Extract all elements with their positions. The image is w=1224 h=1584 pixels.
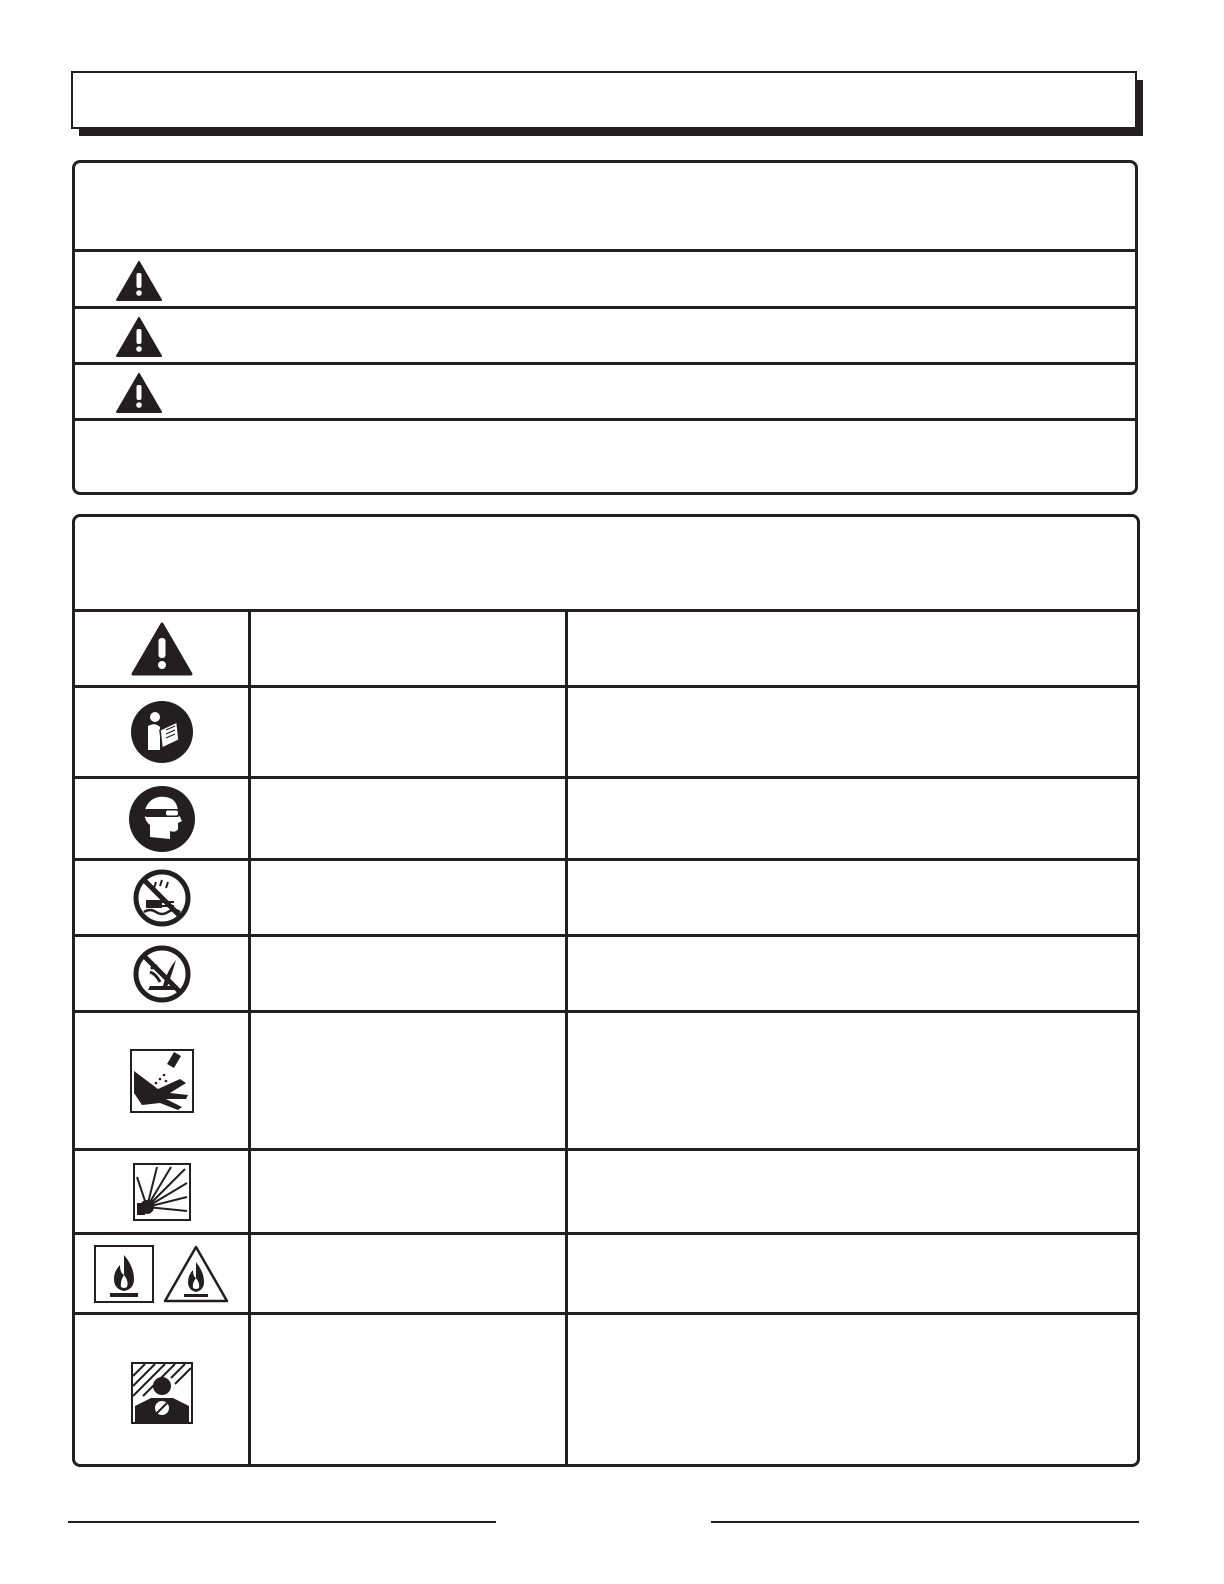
symbols-table-box [72, 514, 1140, 1467]
table-row [75, 1312, 1137, 1467]
injection-hazard-icon [75, 1013, 248, 1148]
warning-triangle-icon [115, 372, 163, 414]
explosion-hazard-icon [75, 1151, 248, 1232]
table-row [75, 685, 1137, 776]
symbols-heading [75, 517, 1137, 609]
eye-protection-icon [75, 779, 248, 858]
page-title [71, 71, 1137, 129]
signal-row-danger [75, 249, 1135, 306]
toxic-vapors-icon [75, 1315, 248, 1467]
table-row [75, 1010, 1137, 1148]
flame-square-icon [94, 1245, 154, 1303]
table-row [75, 609, 1137, 685]
signal-row-warning [75, 306, 1135, 362]
footer-rule-right [711, 1521, 1139, 1523]
footer-rule-left [68, 1521, 496, 1523]
signal-words-heading [75, 163, 1135, 251]
no-spray-plants-icon [75, 937, 248, 1010]
table-row [75, 934, 1137, 1010]
table-row [75, 1148, 1137, 1232]
flame-triangle-icon [162, 1244, 230, 1304]
signal-words-box [72, 160, 1138, 495]
safety-alert-icon [75, 612, 248, 685]
signal-row-caution [75, 362, 1135, 418]
warning-triangle-icon [115, 316, 163, 358]
table-row [75, 858, 1137, 934]
table-row [75, 776, 1137, 858]
signal-note [75, 418, 1135, 495]
fire-hazard-icons [75, 1235, 248, 1312]
read-manual-icon [75, 688, 248, 776]
no-wet-conditions-icon [75, 861, 248, 934]
table-row [75, 1232, 1137, 1312]
warning-triangle-icon [115, 260, 163, 302]
